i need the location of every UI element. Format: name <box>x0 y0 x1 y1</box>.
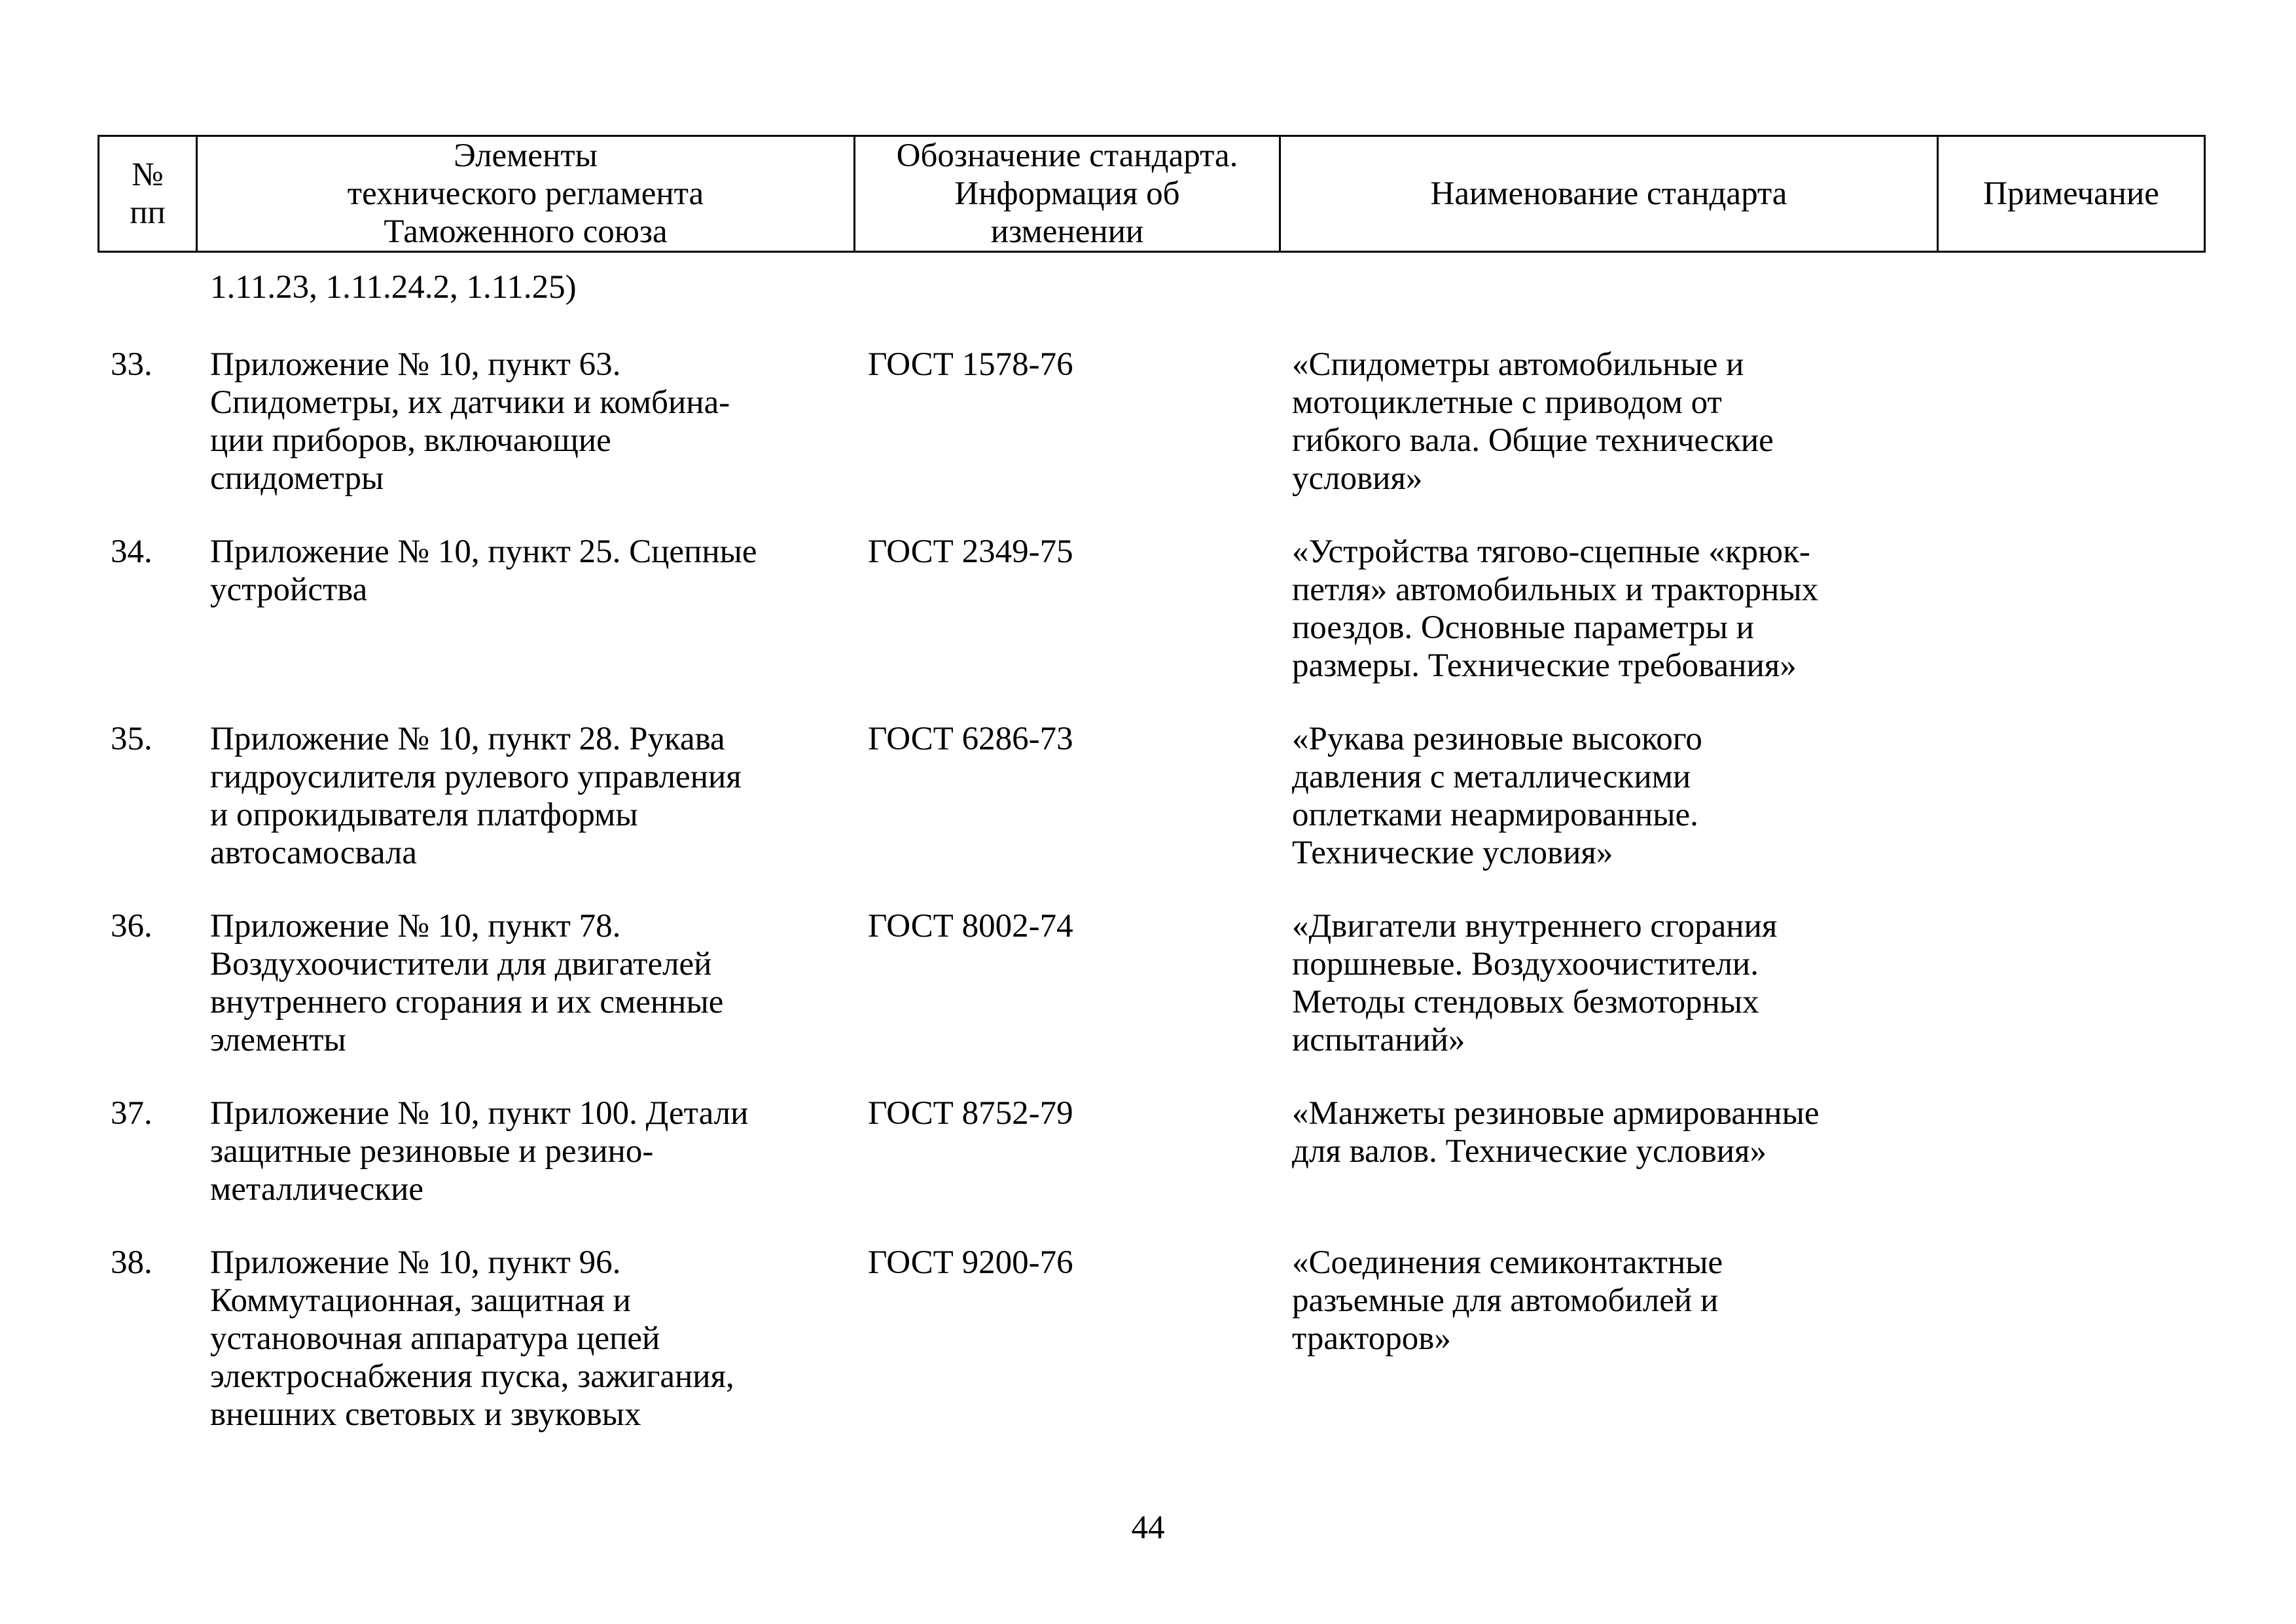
row-note <box>1937 720 2204 872</box>
row-standard-name: «Устройства тягово-сцепные «крюк- петля» автомобильных и тракторных поездов. Основные параметры и размеры. Технические требования» <box>1292 533 1819 684</box>
row-note <box>1937 1244 2204 1434</box>
row-element: Приложение № 10, пункт 78. Воздухоочистители для двигателей внутреннего сгорания и их сменные элементы <box>210 908 724 1058</box>
row-note <box>1937 907 2204 1059</box>
header-col-number <box>99 136 197 252</box>
header-col-name-label: Наименование стандарта <box>1430 175 1787 212</box>
continuation-text: 1.11.23, 1.11.24.2, 1.11.25) <box>210 269 577 306</box>
row-standard-designation: ГОСТ 9200-76 <box>868 1244 1073 1281</box>
header-col-elements-label: Элементы технического регламента Таможенного союза <box>347 137 704 250</box>
row-number: 34. <box>111 533 152 570</box>
row-number: 33. <box>111 346 152 383</box>
table-row <box>98 907 2204 1059</box>
row-element: Приложение № 10, пункт 63. Спидометры, их датчики и комбина- ции приборов, включающие спидометры <box>210 346 730 497</box>
table-row <box>98 1094 2204 1208</box>
header-col-name <box>1280 136 1938 252</box>
table-header <box>98 135 2206 253</box>
row-number: 36. <box>111 908 152 945</box>
row-standard-name: «Манжеты резиновые армированные для валов. Технические условия» <box>1292 1095 1820 1170</box>
row-standard-name: «Рукава резиновые высокого давления с металлическими оплетками неармированные. Технические условия» <box>1292 721 1702 871</box>
row-element: Приложение № 10, пункт 25. Сцепные устройства <box>210 533 757 608</box>
row-standard-designation: ГОСТ 8752-79 <box>868 1095 1073 1132</box>
row-number: 37. <box>111 1095 152 1132</box>
table-row <box>98 720 2204 872</box>
row-standard-name: «Двигатели внутреннего сгорания поршневые. Воздухоочистители. Методы стендовых безмоторных испытаний» <box>1292 908 1778 1058</box>
table-row <box>98 346 2204 497</box>
header-col-designation <box>855 136 1280 252</box>
row-standard-name: «Соединения семиконтактные разъемные для автомобилей и тракторов» <box>1292 1244 1723 1357</box>
header-col-elements <box>197 136 855 252</box>
header-col-designation-label: Обозначение стандарта. Информация об изменении <box>896 137 1238 250</box>
row-element: Приложение № 10, пункт 28. Рукава гидроусилителя рулевого управления и опрокидывателя платформы автосамосвала <box>210 721 742 871</box>
row-standard-designation: ГОСТ 6286-73 <box>868 721 1073 757</box>
continuation-line <box>98 268 2204 306</box>
row-number: 35. <box>111 721 152 757</box>
row-number: 38. <box>111 1244 152 1281</box>
table-row <box>98 533 2204 685</box>
row-note <box>1937 533 2204 685</box>
row-element: Приложение № 10, пункт 100. Детали защитные резиновые и резино- металлические <box>210 1095 749 1208</box>
row-standard-designation: ГОСТ 8002-74 <box>868 908 1073 945</box>
table-row <box>98 1244 2204 1434</box>
table-body <box>98 268 2204 1469</box>
page-number: 44 <box>1131 1509 1165 1546</box>
row-element: Приложение № 10, пункт 96. Коммутационная, защитная и установочная аппаратура цепей электроснабжения пуска, зажигания, внешних световых и звуковых <box>210 1244 734 1433</box>
row-standard-name: «Спидометры автомобильные и мотоциклетные с приводом от гибкого вала. Общие технические условия» <box>1292 346 1774 497</box>
header-col-number-label: № пп <box>130 156 166 231</box>
header-col-note-label: Примечание <box>1983 175 2159 212</box>
row-note <box>1937 346 2204 497</box>
row-note <box>1937 1094 2204 1208</box>
row-standard-designation: ГОСТ 2349-75 <box>868 533 1073 570</box>
row-standard-designation: ГОСТ 1578-76 <box>868 346 1073 383</box>
header-col-note <box>1938 136 2205 252</box>
